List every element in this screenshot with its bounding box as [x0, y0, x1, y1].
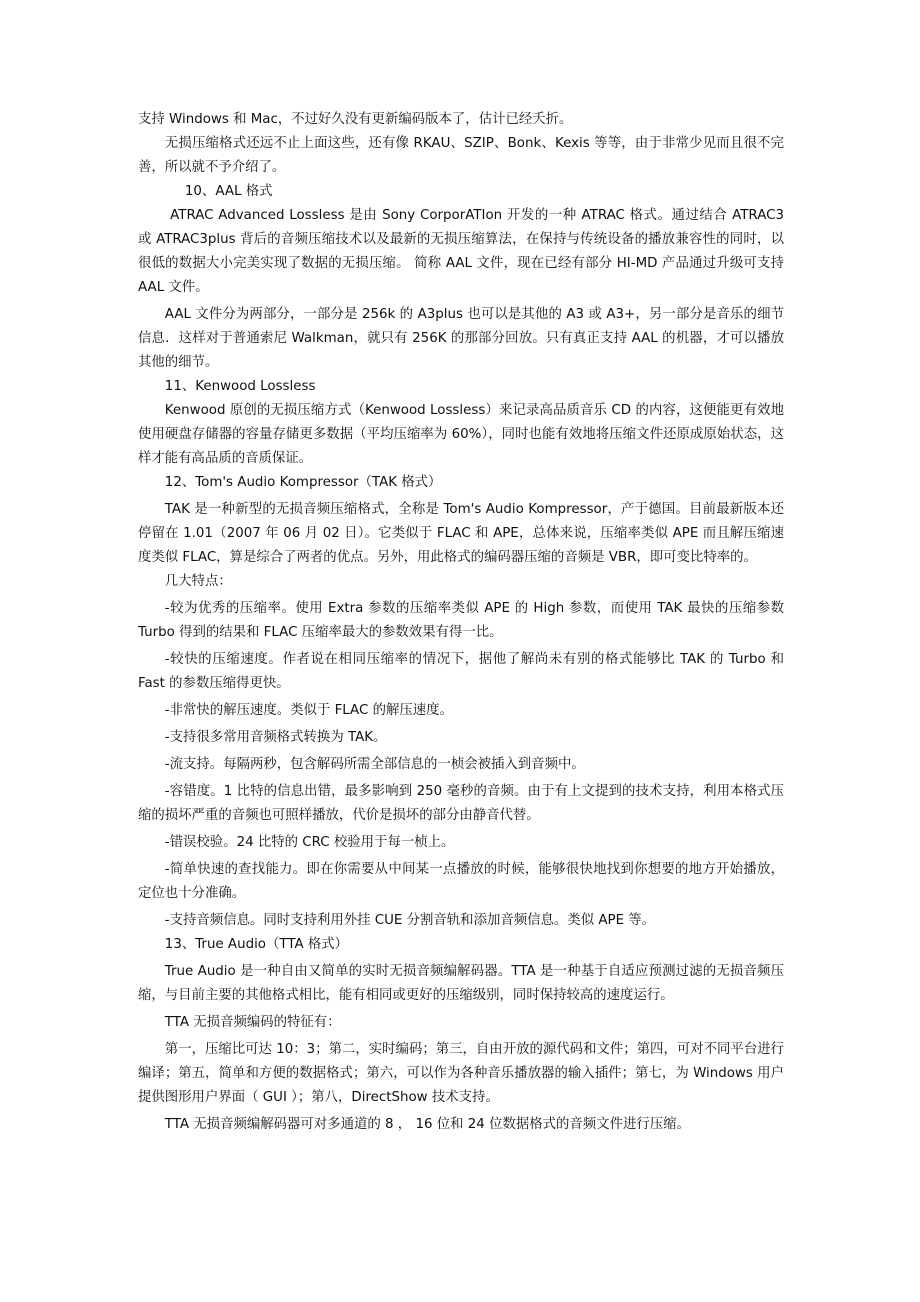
- feature-item: -支持很多常用音频格式转换为 TAK。: [164, 730, 387, 745]
- feature-item: -较为优秀的压缩率。使用 Extra 参数的压缩率类似 APE 的 High 参数，而使用 TAK 最快的压缩参数 Turbo 得到的结果和 FLAC 压缩率最大的参数效果有得一比。: [138, 601, 784, 640]
- heading-tak: 12、Tom's Audio Kompressor（TAK 格式）: [164, 475, 442, 490]
- feature-item: -容错度。1 比特的信息出错，最多影响到 250 毫秒的音频。由于有上文提到的技术支持，利用本格式压缩的损坏严重的音频也可照样播放，代价是损坏的部分由静音代替。: [138, 784, 784, 823]
- feature-item: -流支持。每隔两秒，包含解码所需全部信息的一桢会被插入到音频中。: [164, 757, 585, 772]
- heading-aal: 10、AAL 格式: [184, 184, 273, 199]
- paragraph-2: 无损压缩格式还远不止上面这些，还有像 RKAU、SZIP、Bonk、Kexis 等等，由于非常少见而且很不完善，所以就不予介绍了。: [138, 136, 784, 175]
- paragraph-kenwood: Kenwood 原创的无损压缩方式（Kenwood Lossless）来记录高品质音乐 CD 的内容，这便能更有效地使用硬盘存储器的容量存储更多数据（平均压缩率为 60%），同时也能有效地将压缩文件还原成原始状态，这样才能有高品质的音质保证。: [138, 403, 784, 466]
- paragraph-tak-features-label: 几大特点：: [164, 574, 232, 589]
- feature-item: -较快的压缩速度。作者说在相同压缩率的情况下，据他了解尚未有别的格式能够比 TAK 的 Turbo 和 Fast 的参数压缩得更快。: [138, 652, 784, 691]
- paragraph-tak-intro: TAK 是一种新型的无损音频压缩格式，全称是 Tom's Audio Kompressor，产于德国。目前最新版本还停留在 1.01（2007 年 06 月 02 日）。它类似于 FLAC 和 APE，总体来说，压缩率类似 APE 而且解压缩速度类似 FLAC，算是综合了两者的优点。另外，用此格式的编码器压缩的音频是 VBR，即可变比特率的。: [138, 502, 784, 565]
- paragraph-tta-channels: TTA 无损音频编解码器可对多通道的 8 ， 16 位和 24 位数据格式的音频文件进行压缩。: [164, 1117, 690, 1132]
- paragraph-1: 支持 Windows 和 Mac，不过好久没有更新编码版本了，估计已经夭折。: [138, 112, 573, 127]
- paragraph-tta-features: 第一，压缩比可达 10：3；第二，实时编码；第三，自由开放的源代码和文件；第四，可对不同平台进行编译；第五，简单和方便的数据格式；第六，可以作为各种音乐播放器的输入插件；第七，为 Windows 用户提供图形用户界面（ GUI ）；第八，DirectShow 技术支持。: [138, 1042, 784, 1105]
- heading-kenwood: 11、Kenwood Lossless: [164, 379, 316, 394]
- paragraph-aal-parts: AAL 文件分为两部分，一部分是 256k 的 A3plus 也可以是其他的 A3 或 A3+，另一部分是音乐的细节信息．这样对于普通索尼 Walkman，就只有 256K 的那部分回放。只有真正支持 AAL 的机器，才可以播放其他的细节。: [138, 307, 784, 370]
- feature-item: -非常快的解压速度。类似于 FLAC 的解压速度。: [164, 703, 453, 718]
- paragraph-tta-features-label: TTA 无损音频编码的特征有：: [164, 1015, 341, 1030]
- heading-tta: 13、True Audio（TTA 格式）: [164, 937, 349, 952]
- document-body: [138, 108, 784, 1137]
- paragraph-aal-intro: ATRAC Advanced Lossless 是由 Sony CorporATIon 开发的一种 ATRAC 格式。通过结合 ATRAC3 或 ATRAC3plus 背后的音频压缩技术以及最新的无损压缩算法，在保持与传统设备的播放兼容性的同时，以很低的数据大小完美实现了数据的无损压缩。 简称 AAL 文件，现在已经有部分 HI-MD 产品通过升级可支持 AAL 文件。: [138, 208, 784, 295]
- feature-item: -支持音频信息。同时支持利用外挂 CUE 分割音轨和添加音频信息。类似 APE 等。: [164, 913, 656, 928]
- feature-item: -错误校验。24 比特的 CRC 校验用于每一桢上。: [164, 835, 455, 850]
- paragraph-tta-intro: True Audio 是一种自由又简单的实时无损音频编解码器。TTA 是一种基于自适应预测过滤的无损音频压缩，与目前主要的其他格式相比，能有相同或更好的压缩级别，同时保持较高的速度运行。: [138, 964, 784, 1003]
- feature-item: -简单快速的查找能力。即在你需要从中间某一点播放的时候，能够很快地找到你想要的地方开始播放，定位也十分准确。: [138, 862, 784, 901]
